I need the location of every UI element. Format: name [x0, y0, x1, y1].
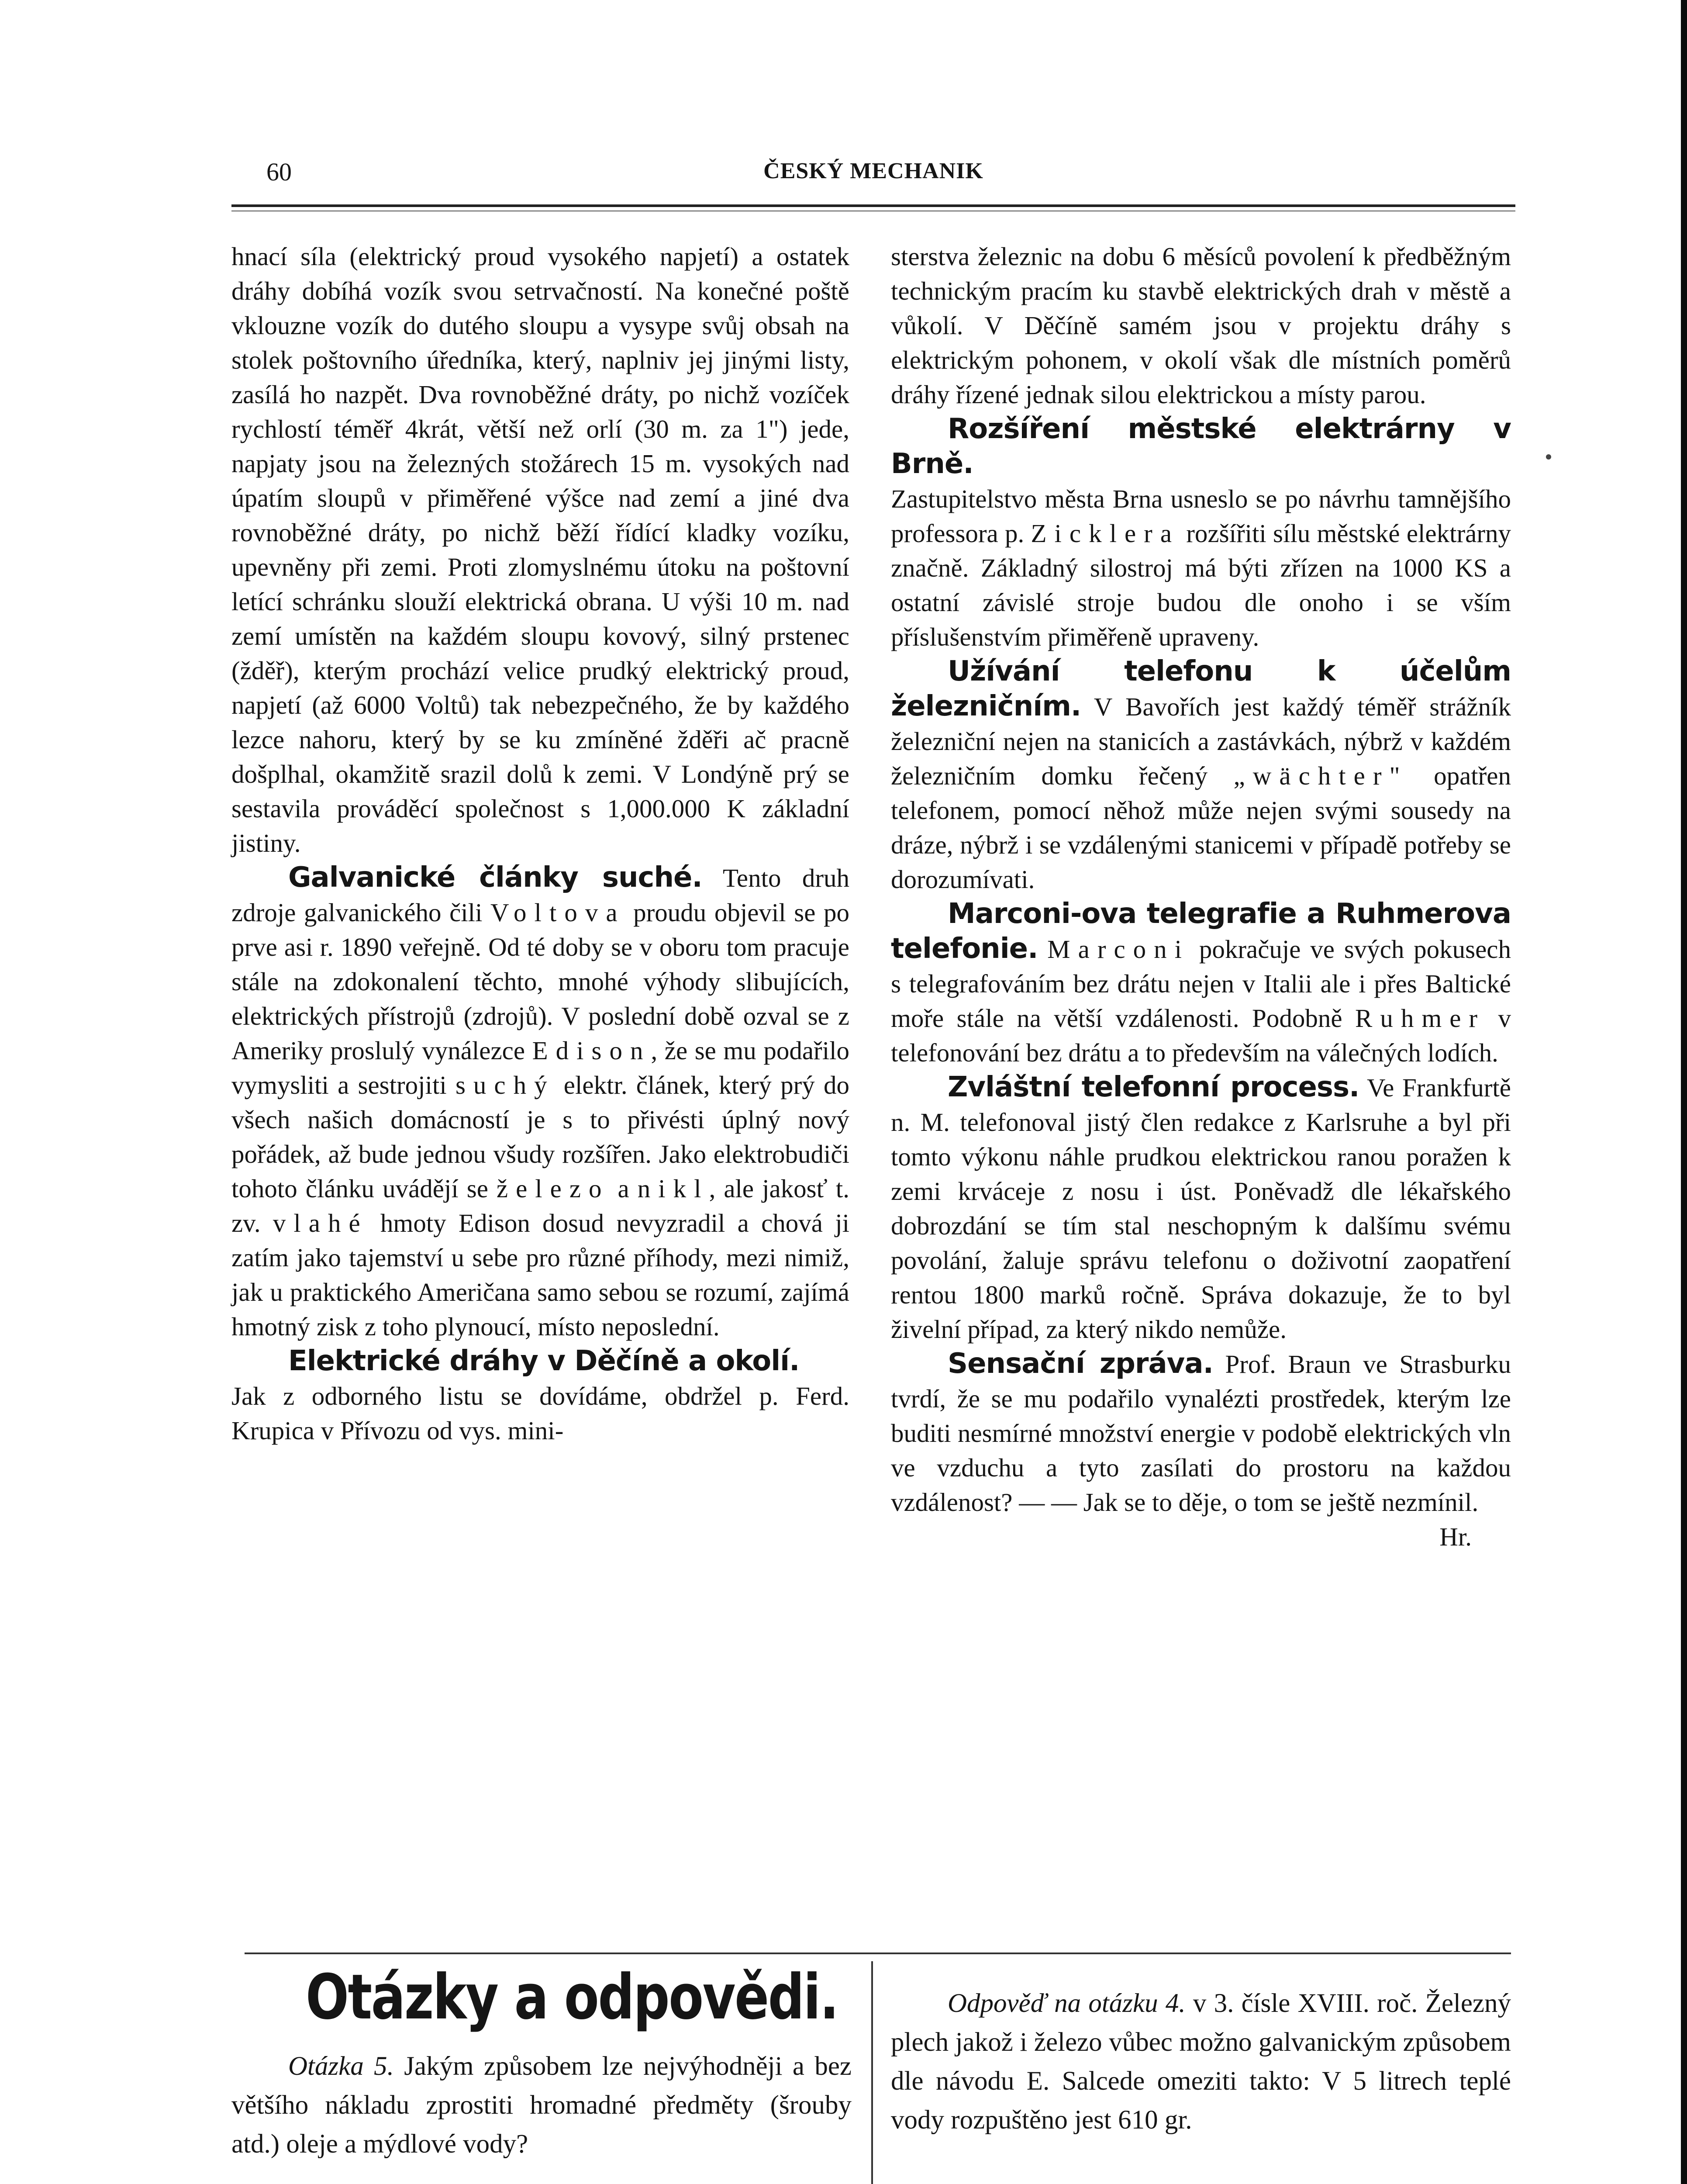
signature: Hr.	[1439, 1522, 1472, 1551]
answer: Odpověď na otázku 4. v 3. čísle XVIII. roč. Železný plech jakož i železo vůbec možno galvanickým způsobem dle návodu E. Salcede omeziti takto: V 5 litrech teplé vody rozpuštěno jest 610 gr.	[891, 1989, 1511, 2135]
paragraph: Galvanické články suché. Tento druh zdroje galvanického čili Voltova proudu objevil se po prve asi r. 1890 veřejně. Od té doby se v oboru tom pracuje stále na zdokonalení těchto, mnohé výhody slibujících, elektrických přístrojů (zdrojů). V poslední době ozval se z Ameriky proslulý vynálezce Edison, že se mu podařilo vymysliti a sestrojiti suchý elektr. článek, který prý do všech našich domácností je s to přivésti úplný nový pořádek, až bude jednou všudy rozšířen. Jako elektrobudiči tohoto článku uvádějí se železo a nikl, ale jakosť t. zv. vlahé hmoty Edison dosud nevyzradil a chová ji zatím jako tajemství u sebe pro různé příhody, mezi nimiž, jak u praktického Američana samo sebou se rozumí, zajímá hmotný zisk z toho plynoucí, místo neposlední.	[231, 861, 850, 1341]
section-heading: Elektrické dráhy v Děčíně a okolí.	[288, 1345, 800, 1377]
paragraph: Jak z odborného listu se dovídáme, obdržel p. Ferd. Krupica v Přívozu od vys. mini-	[231, 1382, 849, 1445]
section-heading: Marconi-ova telegrafie a Ruhmerova telefonie.	[891, 898, 1511, 965]
column-divider	[871, 1961, 873, 2184]
section-heading: Zvláštní telefonní process.	[948, 1071, 1359, 1103]
paragraph: Zastupitelstvo města Brna usneslo se po návrhu tamnějšího professora p. Zicklera rozšířiti sílu městské elektrárny značně. Základný silostroj má býti zřízen na 1000 KS a ostatní závislé stroje budou dle onoho i se vším příslušenstvím přiměřeně upraveny.	[891, 484, 1511, 651]
paragraph	[891, 412, 1511, 482]
question-label: Otázka 5.	[288, 2052, 394, 2081]
paragraph: Sensační zpráva. Prof. Braun ve Strasburku tvrdí, že se mu podařilo vynalézti prostředek, kterým lze buditi nesmírné množství energie v podobě elektrických vln ve vzduchu a tyto zasílati do prostoru na každou vzdálenost? — — Jak se to děje, o tom se ještě nezmínil. Hr.	[891, 1347, 1511, 1520]
section-heading: Galvanické články suché.	[288, 861, 702, 894]
section-heading: Užívání telefonu k účelům železničním.	[891, 655, 1511, 722]
answer-label: Odpověď na otázku 4.	[948, 1989, 1186, 2018]
answer-block	[891, 1984, 1511, 2139]
page-number: 60	[266, 158, 292, 186]
paragraph: Užívání telefonu k účelům železničním. V Bavořích jest každý téměř strážník železniční nejen na stanicích a zastávkách, nýbrž v každém železničním domku řečený „wächter" opatřen telefonem, pomocí něhož může nejen svými sousedy na dráze, nýbrž i se vzdálenými stanicemi v případě potřeby se dorozumívati.	[891, 655, 1511, 894]
section-heading: Sensační zpráva.	[948, 1348, 1213, 1380]
running-title: ČESKÝ MECHANIK	[763, 159, 983, 183]
question-block	[231, 2047, 852, 2163]
scan-speck	[1546, 454, 1551, 460]
section-rule	[245, 1952, 1511, 1954]
section-heading: Rozšíření městské elektrárny v Brně.	[891, 413, 1511, 480]
left-column	[231, 239, 849, 1448]
paragraph: Zvláštní telefonní process. Ve Frankfurtě n. M. telefonoval jistý člen redakce z Karlsruhe a byl při tomto výkonu náhle prudkou elektrickou ranou poražen k zemi krváceje z nosu i úst. Poněvadž dle lékařského dobrozdání se tím stal neschopným k dalšímu svému povolání, žaluje správu telefonu o doživotní zaopatření rentou 1800 marků ročně. Správa dokazuje, že to byl živelní případ, za který nikdo nemůže.	[891, 1071, 1511, 1344]
scan-edge	[1681, 0, 1687, 2184]
paragraph	[231, 1344, 849, 1379]
paragraph: sterstva železnic na dobu 6 měsíců povolení k předběžným technickým pracím ku stavbě elektrických drah v městě a vůkolí. V Děčíně samém jsou v projektu dráhy s elektrickým pohonem, v okolí však dle místních poměrů dráhy řízené jednak silou elektrickou a místy parou.	[891, 242, 1511, 409]
running-header	[236, 157, 1511, 192]
header-rule	[231, 204, 1515, 207]
paragraph: Marconi-ova telegrafie a Ruhmerova telefonie. Marconi pokračuje ve svých pokusech s telegrafováním bez drátu nejen v Italii ale i přes Baltické moře stále na větší vzdálenosti. Podobně Ruhmer v telefonování bez drátu a to především na válečných lodích.	[891, 898, 1511, 1067]
qa-section-title: Otázky a odpovědi.	[306, 1961, 838, 2033]
question: Otázka 5. Jakým způsobem lze nejvýhodněji a bez většího nákladu zprostiti hromadné předměty (šrouby atd.) oleje a mýdlové vody?	[231, 2052, 852, 2159]
paragraph: hnací síla (elektrický proud vysokého napjetí) a ostatek dráhy dobíhá vozík svou setrvačností. Na konečné poště vklouzne vozík do dutého sloupu a vysype svůj obsah na stolek poštovního úředníka, který, naplniv jej jinými listy, zasílá ho nazpět. Dva rovnoběžné dráty, po nichž vozíček rychlostí téměř 4krát, větší než orlí (30 m. za 1") jede, napjaty jsou na železných stožárech 15 m. vysokých nad úpatím sloupů v přiměřené výšce nad zemí a jiné dva rovnoběžné dráty, po nichž běží řídící kladky vozíku, upevněny při zemi. Proti zlomyslnému útoku na poštovní letící schránku slouží elektrická obrana. U výši 10 m. nad zemí umístěn na každém sloupu kovový, silný prstenec (žděř), kterým prochází velice prudký elektrický proud, napjetí (až 6000 Voltů) tak nebezpečného, že by každého lezce nahoru, který by se ku zmíněné žděři ač pracně došplhal, okamžitě srazil dolů k zemi. V Londýně prý se sestavila prováděcí společnost s 1,000.000 K základní jistiny.	[231, 242, 849, 857]
right-column	[891, 239, 1511, 1554]
